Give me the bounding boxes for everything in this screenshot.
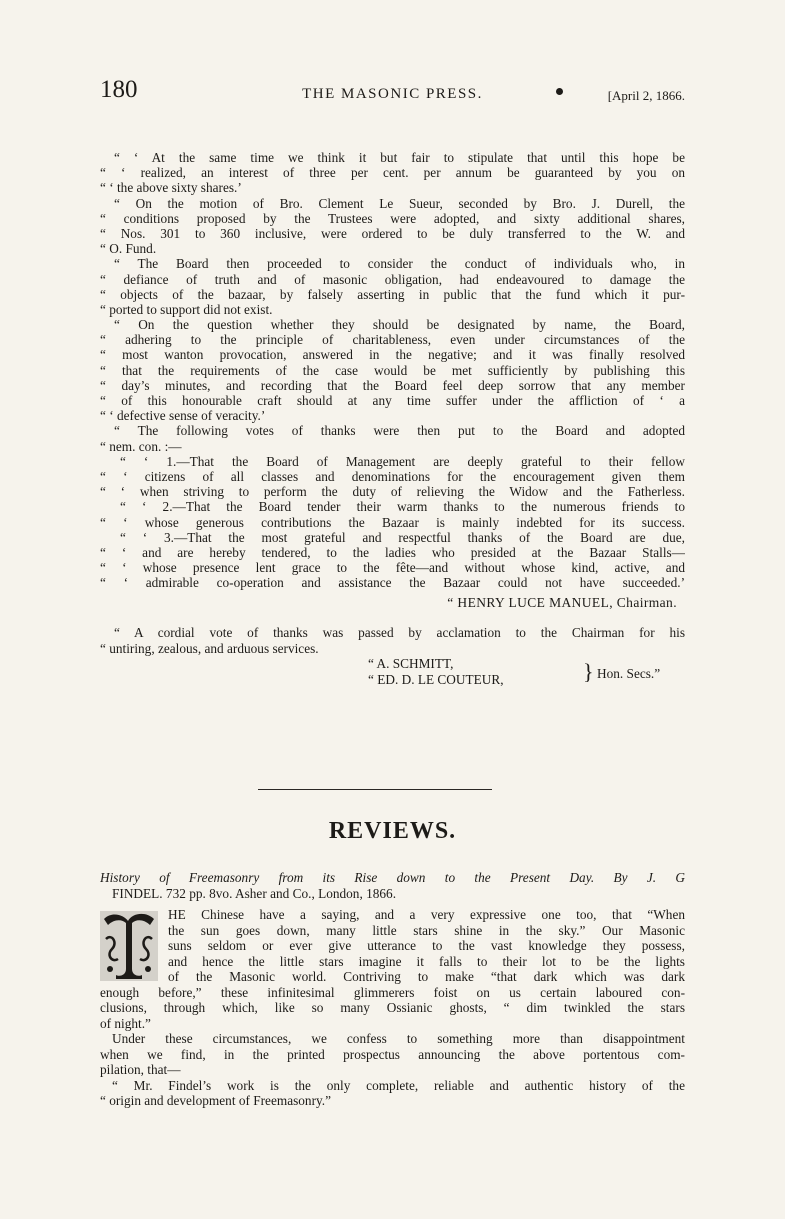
text-line: “ most wanton provocation, answered in the negative; and it was finally resolved — [100, 347, 685, 363]
secretary-name-1: “ A. SCHMITT, — [368, 655, 454, 671]
text-line: Under these circumstances, we confess to something more than disappointment — [112, 1031, 685, 1046]
text-line: “ ‘ admirable co-operation and assistance the Bazaar could not have succeeded.’ — [100, 575, 685, 591]
text-line: “ ‘ the above sixty shares.’ — [100, 180, 242, 196]
text-line: clusions, through which, like so many Ossianic ghosts, “ dim twinkled the stars — [100, 1000, 685, 1015]
decorative-initial-t-icon — [98, 909, 160, 983]
signature-text: “ HENRY LUCE MANUEL, Chairman. — [447, 595, 677, 611]
text-line: “ On the motion of Bro. Clement Le Sueur, seconded by Bro. J. Durell, the — [114, 195, 685, 211]
section-heading: REVIEWS. — [328, 818, 457, 844]
text-line: “ The following votes of thanks were then put to the Board and adopted — [114, 423, 685, 439]
chairman-signature — [100, 595, 685, 613]
text-line: “ ‘ realized, an interest of three per cent. per annum be guaranteed by you on — [100, 165, 685, 181]
text-line: “ ‘ when striving to perform the duty of relieving the Widow and the Fatherless. — [100, 484, 685, 500]
section-divider — [258, 789, 492, 790]
text-line: of the Masonic world. Contriving to make “that dark which was dark — [168, 969, 685, 984]
review-text — [100, 870, 685, 1109]
text-line: “ ‘ whose presence lent grace to the fête—and without whose kind, active, and — [100, 560, 685, 576]
text-line: “ A cordial vote of thanks was passed by acclamation to the Chairman for his — [114, 625, 685, 641]
text-line: “ ‘ 2.—That the Board tender their warm thanks to the numerous friends to — [120, 499, 685, 515]
text-line: “ On the question whether they should be designated by name, the Board, — [114, 317, 685, 333]
header-date: [April 2, 1866. — [607, 88, 685, 103]
text-line: “ nem. con. :— — [100, 438, 182, 454]
text-line: “ ported to support did not exist. — [100, 301, 273, 317]
page-header — [100, 74, 685, 114]
text-line: “ untiring, zealous, and arduous services. — [100, 640, 319, 656]
text-line: “ ‘ 3.—That the most grateful and respectful thanks of the Board are due, — [120, 529, 685, 545]
text-line: “ origin and development of Freemasonry.” — [100, 1093, 332, 1108]
text-line: “ ‘ At the same time we think it but fair to stipulate that until this hope be — [114, 150, 685, 165]
text-line: the sun goes down, many little stars shine in the sky.” Our Masonic — [168, 922, 685, 938]
text-line: “ of this honourable craft should at any time suffer under the affliction of ‘ a — [100, 393, 685, 408]
brace-mark: } — [583, 658, 594, 684]
text-line: of night.” — [100, 1015, 151, 1031]
running-title: THE MASONIC PRESS. — [302, 86, 483, 102]
text-line: “ adhering to the principle of charitableness, even under circumstances of the — [100, 332, 685, 348]
text-line: “ conditions proposed by the Trustees were adopted, and sixty additional shares, — [100, 210, 685, 226]
review-opening — [100, 907, 685, 985]
text-line: when we find, in the printed prospectus announcing the above portentous com- — [100, 1046, 685, 1062]
text-line: pilation, that— — [100, 1062, 181, 1077]
text-line: “ day’s minutes, and recording that the Board feel deep sorrow that any member — [100, 377, 685, 393]
text-line: “ that the requirements of the case would be met sufficiently by publishing this — [100, 362, 685, 378]
text-line: “ O. Fund. — [100, 241, 157, 257]
secretaries-title: Hon. Secs.” — [597, 665, 661, 681]
text-line: “ ‘ 1.—That the Board of Management are deeply grateful to their fellow — [120, 453, 685, 469]
text-line: “ ‘ defective sense of veracity.’ — [100, 408, 266, 424]
bullet-mark — [556, 88, 563, 95]
text-line: “ defiance of truth and of masonic obligation, had endeavoured to damage the — [100, 271, 685, 287]
text-line: “ Mr. Findel’s work is the only complete, reliable and authentic history of the — [112, 1077, 685, 1093]
book-details-line: FINDEL. 732 pp. 8vo. Asher and Co., London, 1866. — [112, 885, 397, 901]
text-line: “ Nos. 301 to 360 inclusive, were ordered to be duly transferred to the W. and — [100, 225, 685, 241]
text-line: “ ‘ whose generous contributions the Bazaar is mainly indebted for its success. — [100, 514, 685, 530]
secretary-name-2: “ ED. D. LE COUTEUR, — [368, 671, 504, 687]
text-line: enough before,” these infinitesimal glimmerers foist on us certain laboured con- — [100, 984, 685, 1000]
text-line: “ objects of the bazaar, by falsely asserting in public that the fund which it pur- — [100, 286, 685, 302]
secretaries-signature — [100, 656, 685, 692]
text-line: “ ‘ citizens of all classes and denominations for the encouragement given them — [100, 468, 685, 484]
text-line: HE Chinese have a saying, and a very expressive one too, that “When — [168, 907, 685, 922]
text-line: suns seldom or ever give utterance to the vast knowledge they possess, — [168, 938, 685, 953]
text-line: “ The Board then proceeded to consider the conduct of individuals who, in — [114, 256, 685, 272]
minutes-text — [100, 150, 685, 692]
text-line: “ ‘ and are hereby tendered, to the ladies who presided at the Bazaar Stalls— — [100, 544, 685, 560]
text-line: and hence the little stars imagine it falls to their lot to be the lights — [168, 953, 685, 969]
book-title-line: History of Freemasonry from its Rise down to the Present Day. By J. G — [100, 870, 685, 885]
page-number: 180 — [100, 76, 138, 103]
